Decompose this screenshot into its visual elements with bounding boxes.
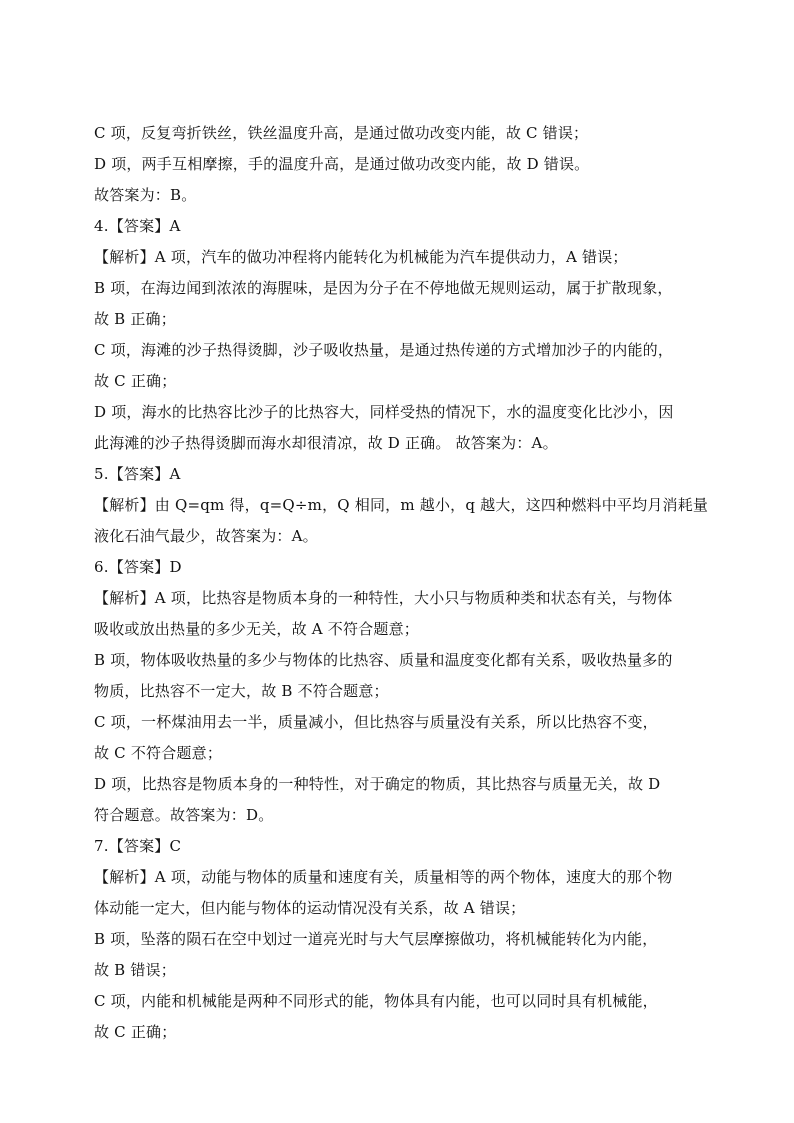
text-line: 故 B 错误； <box>94 961 176 979</box>
text-line: 物质，比热容不一定大，故 B 不符合题意； <box>94 682 389 700</box>
question-6-analysis: 【解析】A 项，比热容是物质本身的一种特性，大小只与物质种类和状态有关，与物体 <box>94 589 673 607</box>
text-line: C 项，反复弯折铁丝，铁丝温度升高，是通过做功改变内能，故 C 错误； <box>94 124 589 142</box>
text-line: 故 C 正确； <box>94 372 177 390</box>
text-line: D 项，两手互相摩擦，手的温度升高，是通过做功改变内能，故 D 错误。 <box>94 155 590 173</box>
text-line: 故答案为：B。 <box>94 186 197 204</box>
text-line: 体动能一定大，但内能与物体的运动情况没有关系，故 A 错误； <box>94 899 526 917</box>
text-line: B 项，物体吸收热量的多少与物体的比热容、质量和温度变化都有关系，吸收热量多的 <box>94 651 673 669</box>
text-line: B 项，在海边闻到浓浓的海腥味，是因为分子在不停地做无规则运动，属于扩散现象， <box>94 279 673 297</box>
text-line: 符合题意。故答案为：D。 <box>94 806 274 824</box>
text-line: 故 C 正确； <box>94 1023 177 1041</box>
text-line: C 项，内能和机械能是两种不同形式的能，物体具有内能，也可以同时具有机械能， <box>94 992 658 1010</box>
text-line: 故 C 不符合题意； <box>94 744 223 762</box>
text-line: C 项，一杯煤油用去一半，质量减小，但比热容与质量没有关系，所以比热容不变， <box>94 713 658 731</box>
question-7-analysis: 【解析】A 项，动能与物体的质量和速度有关，质量相等的两个物体，速度大的那个物 <box>94 868 673 886</box>
question-6-answer: 6.【答案】D <box>94 558 182 576</box>
text-line: 故 B 正确； <box>94 310 176 328</box>
question-5-answer: 5.【答案】A <box>94 465 181 483</box>
text-line: 吸收或放出热量的多少无关，故 A 不符合题意； <box>94 620 419 638</box>
text-line: B 项，坠落的陨石在空中划过一道亮光时与大气层摩擦做功，将机械能转化为内能， <box>94 930 658 948</box>
text-line: D 项，比热容是物质本身的一种特性，对于确定的物质，其比热容与质量无关，故 D <box>94 775 661 793</box>
document-page <box>94 118 709 1048</box>
question-4-analysis: 【解析】A 项，汽车的做功冲程将内能转化为机械能为汽车提供动力，A 错误； <box>94 248 628 266</box>
question-4-answer: 4.【答案】A <box>94 217 181 235</box>
text-line: 此海滩的沙子热得烫脚而海水却很清凉，故 D 正确。 故答案为：A。 <box>94 434 558 452</box>
text-line: 液化石油气最少，故答案为：A。 <box>94 527 318 545</box>
question-5-analysis: 【解析】由 Q=qm 得，q=Q÷m，Q 相同，m 越小，q 越大，这四种燃料中平均月消耗量 <box>94 496 709 514</box>
text-line: D 项，海水的比热容比沙子的比热容大，同样受热的情况下，水的温度变化比沙小，因 <box>94 403 674 421</box>
text-line: C 项，海滩的沙子热得烫脚，沙子吸收热量，是通过热传递的方式增加沙子的内能的， <box>94 341 674 359</box>
question-7-answer: 7.【答案】C <box>94 837 182 855</box>
